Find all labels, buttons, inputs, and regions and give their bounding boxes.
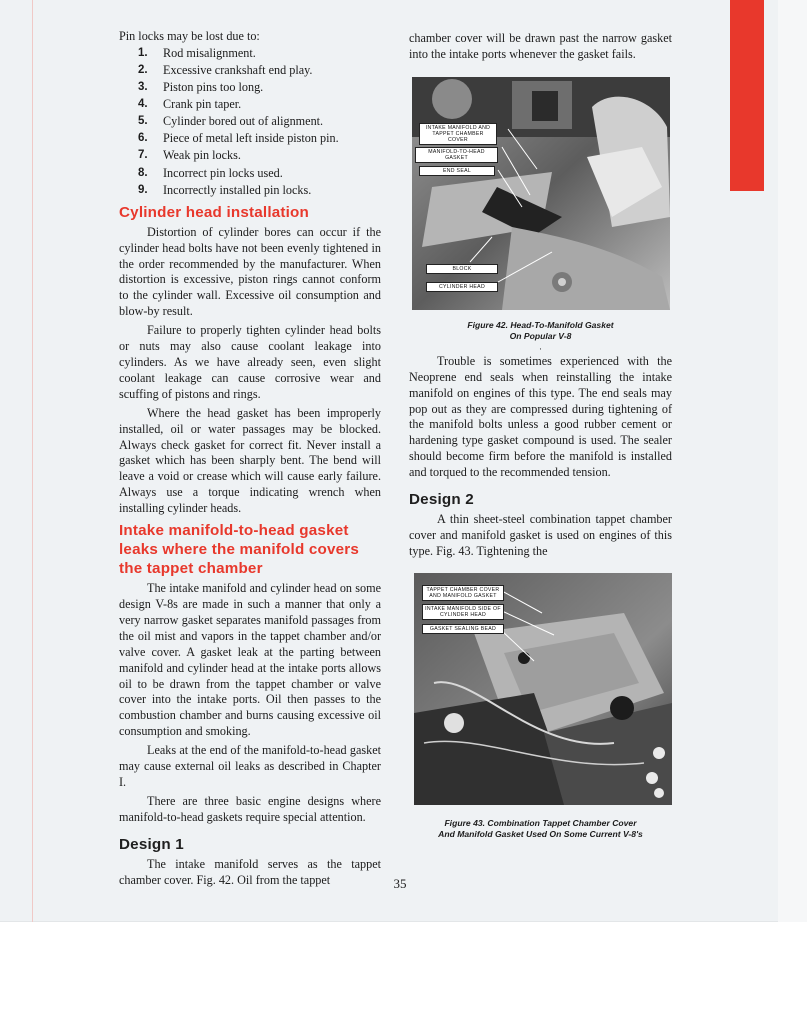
- heading-design-1: Design 1: [119, 835, 184, 853]
- paragraph-continued: chamber cover will be drawn past the narrow gasket into the intake ports whenever the gasket fails.: [409, 31, 672, 61]
- figure-43-photo: [414, 573, 672, 805]
- list-item: 5. Cylinder bored out of alignment.: [138, 114, 324, 129]
- paragraph-distortion: Distortion of cylinder bores can occur if the cylinder head bolts have not been evenly tightened in the order recommended by the manufacturer. When distortion is excessive, piston rings cannot conform to the cylinder wall. Excessive oil consumption and blow-by result.: [119, 224, 381, 319]
- paragraph-failure: Failure to properly tighten cylinder head bolts or nuts may also cause coolant leakage into cylinders. As we have already seen, even slight coolant leakage can cause corrosive wear and scuffing of pistons and rings.: [119, 323, 381, 401]
- list-item: 9. Incorrectly installed pin locks.: [138, 182, 312, 197]
- causes-intro: Pin locks may be lost due to:: [119, 29, 260, 43]
- page-number: 35: [393, 876, 407, 891]
- callout-manifold-gasket: MANIFOLD-TO-HEAD GASKET: [415, 147, 498, 163]
- figure-42-photo: [412, 77, 670, 310]
- callout-end-seal: END SEAL: [419, 166, 495, 176]
- heading-design-2: Design 2: [409, 491, 474, 509]
- causes-list: [138, 45, 381, 199]
- chapter-tab: [730, 0, 764, 191]
- list-item: 8. Incorrect pin locks used.: [138, 165, 283, 180]
- list-item: 1. Rod misalignment.: [138, 45, 256, 60]
- list-item: 7. Weak pin locks.: [138, 148, 241, 163]
- paragraph-end-leaks: Leaks at the end of the manifold-to-head gasket may cause external oil leaks as described in Chapter I.: [119, 743, 381, 789]
- callout-intake-manifold-side: INTAKE MANIFOLD SIDE OF CYLINDER HEAD: [422, 604, 504, 620]
- heading-cylinder-head-installation: Cylinder head installation: [119, 203, 310, 221]
- paragraph-trouble: Trouble is sometimes experienced with the Neoprene end seals when reinstalling the intake manifold on engines of this type. The end seals may pop out as they are compressed during tightening of the manifold bolts unless a good rubber cement or hardening type gasket compound is used. The sealer should become firm before the manifold is installed and torqued to the recommended tension.: [409, 353, 672, 480]
- right-column: [409, 31, 672, 840]
- page-margin-strip: [778, 0, 807, 922]
- list-item: 3. Piston pins too long.: [138, 80, 264, 95]
- paragraph-three-designs: There are three basic engine designs where manifold-to-head gaskets require special attention.: [119, 793, 381, 824]
- paragraph-design-2: A thin sheet-steel combination tappet chamber cover and manifold gasket is used on engines of this type. Fig. 43. Tightening the: [409, 512, 672, 558]
- paragraph-head-gasket: Where the head gasket has been improperly installed, oil or water passages may be blocked. Always check gasket for correct fit. Never install a gasket which has been sharply bent. The bend will leave a void or crease which will cause early failure. Always use a torque indicating wrench when installing cylinder heads.: [119, 405, 381, 516]
- callout-cylinder-head: CYLINDER HEAD: [426, 282, 498, 292]
- callout-intake-tappet: INTAKE MANIFOLD AND TAPPET CHAMBER COVER: [419, 123, 497, 145]
- list-item: 6. Piece of metal left inside piston pin.: [138, 131, 339, 146]
- callout-tappet-chamber-cover: TAPPET CHAMBER COVER AND MANIFOLD GASKET: [422, 585, 504, 601]
- callout-block: BLOCK: [426, 264, 498, 274]
- list-item: 2. Excessive crankshaft end play.: [138, 63, 313, 77]
- engine-photo-illustration: [412, 77, 670, 310]
- figure-43-caption: Figure 43. Combination Tappet Chamber Cover And Manifold Gasket Used On Some Current V-8's: [438, 817, 643, 839]
- paragraph-intake-manifold: The intake manifold and cylinder head on some design V-8s are made in such a manner that only a very narrow gasket separates manifold passages from the oil mist and vapors in the tappet chamber and/or valve cover. A gasket leak at the parting between manifold and cylinder head at the intake ports allows oil to be drawn from the tappet chamber or valve cover into the intake ports. Oil then passes to the combustion chamber and burns causing excessive oil consumption and smoking.: [119, 581, 381, 739]
- separator-dot: ·: [539, 343, 542, 354]
- paragraph-design-1: The intake manifold serves as the tappet chamber cover. Fig. 42. Oil from the tappet: [119, 856, 381, 887]
- page-edge-line: [32, 0, 33, 922]
- heading-intake-manifold-leaks: Intake manifold-to-head gasket leaks where the manifold covers the tappet chamber: [119, 522, 360, 578]
- callout-gasket-sealing-bead: GASKET SEALING BEAD: [422, 624, 504, 634]
- left-column: [119, 29, 381, 888]
- figure-42-caption: Figure 42. Head-To-Manifold Gasket On Popular V-8: [467, 319, 614, 341]
- list-item: 4. Crank pin taper.: [138, 97, 242, 112]
